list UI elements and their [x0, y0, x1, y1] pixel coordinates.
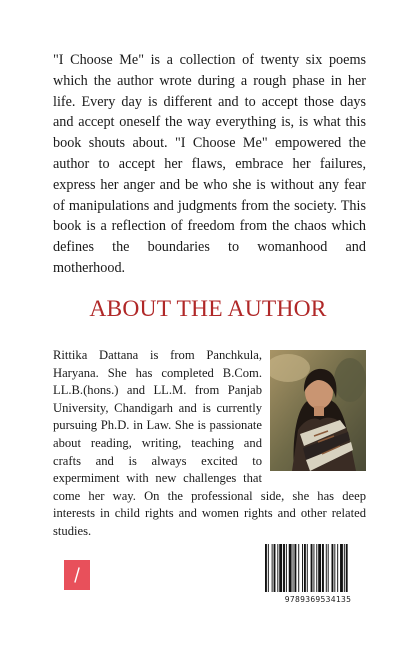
slash-logo-icon — [64, 560, 90, 590]
author-bio-text: Rittika Dattana is from Panchkula, Haryana. She has completed B.Com. LL.B.(hons.) and LL.M. from Panjab University, Chandigarh and is currently pursuing Ph.D. in Law. She is passionate about reading, writing, teaching and crafts and is always excited to expermiment with new challenges that come her way. On the professional side, she has deep interests in child rights and women rights and other related studies. — [53, 348, 366, 538]
about-author-heading: ABOUT THE AUTHOR — [89, 296, 327, 322]
isbn-number: 9789369534135 — [284, 595, 352, 604]
publisher-logo — [64, 560, 90, 590]
author-bio — [53, 347, 366, 541]
barcode-bars — [263, 544, 373, 594]
barcode — [263, 544, 373, 604]
book-blurb: "I Choose Me" is a collection of twenty six poems which the author wrote during a rough phase in her life. Every day is different and to accept those days and accept oneself the way everything is, is what this book shouts about. "I Choose Me" empowered the author to accept her flaws, embrace her failures, express her anger and be who she is without any fear of manipulations and judgments from the society. This book is a reflection of freedom from the chaos which defines the boundaries to womanhood and motherhood. — [53, 52, 366, 276]
author-photo — [270, 350, 366, 471]
